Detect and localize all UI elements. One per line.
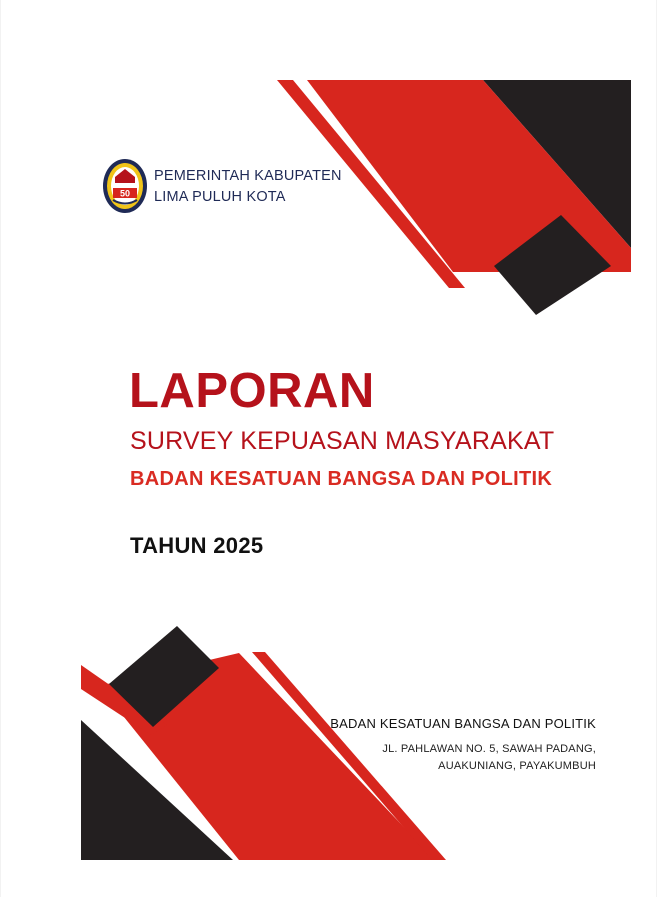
regency-emblem-logo xyxy=(101,157,149,215)
agency-name: BADAN KESATUAN BANGSA DAN POLITIK xyxy=(130,468,553,490)
footer-block xyxy=(330,716,596,775)
footer-address-line-2: AUAKUNIANG, PAYAKUMBUH xyxy=(438,760,596,772)
government-line-2: LIMA PULUH KOTA xyxy=(154,189,286,205)
report-year: TAHUN 2025 xyxy=(130,533,264,558)
footer-organization: BADAN KESATUAN BANGSA DAN POLITIK xyxy=(330,716,596,731)
report-subtitle: SURVEY KEPUASAN MASYARAKAT xyxy=(130,427,555,455)
government-name xyxy=(154,166,342,208)
svg-text:50: 50 xyxy=(119,188,131,199)
government-line-1: PEMERINTAH KABUPATEN xyxy=(154,168,342,184)
report-title: LAPORAN xyxy=(129,364,375,418)
footer-address-line-1: JL. PAHLAWAN NO. 5, SAWAH PADANG, xyxy=(382,743,596,755)
report-cover-page xyxy=(1,0,656,897)
